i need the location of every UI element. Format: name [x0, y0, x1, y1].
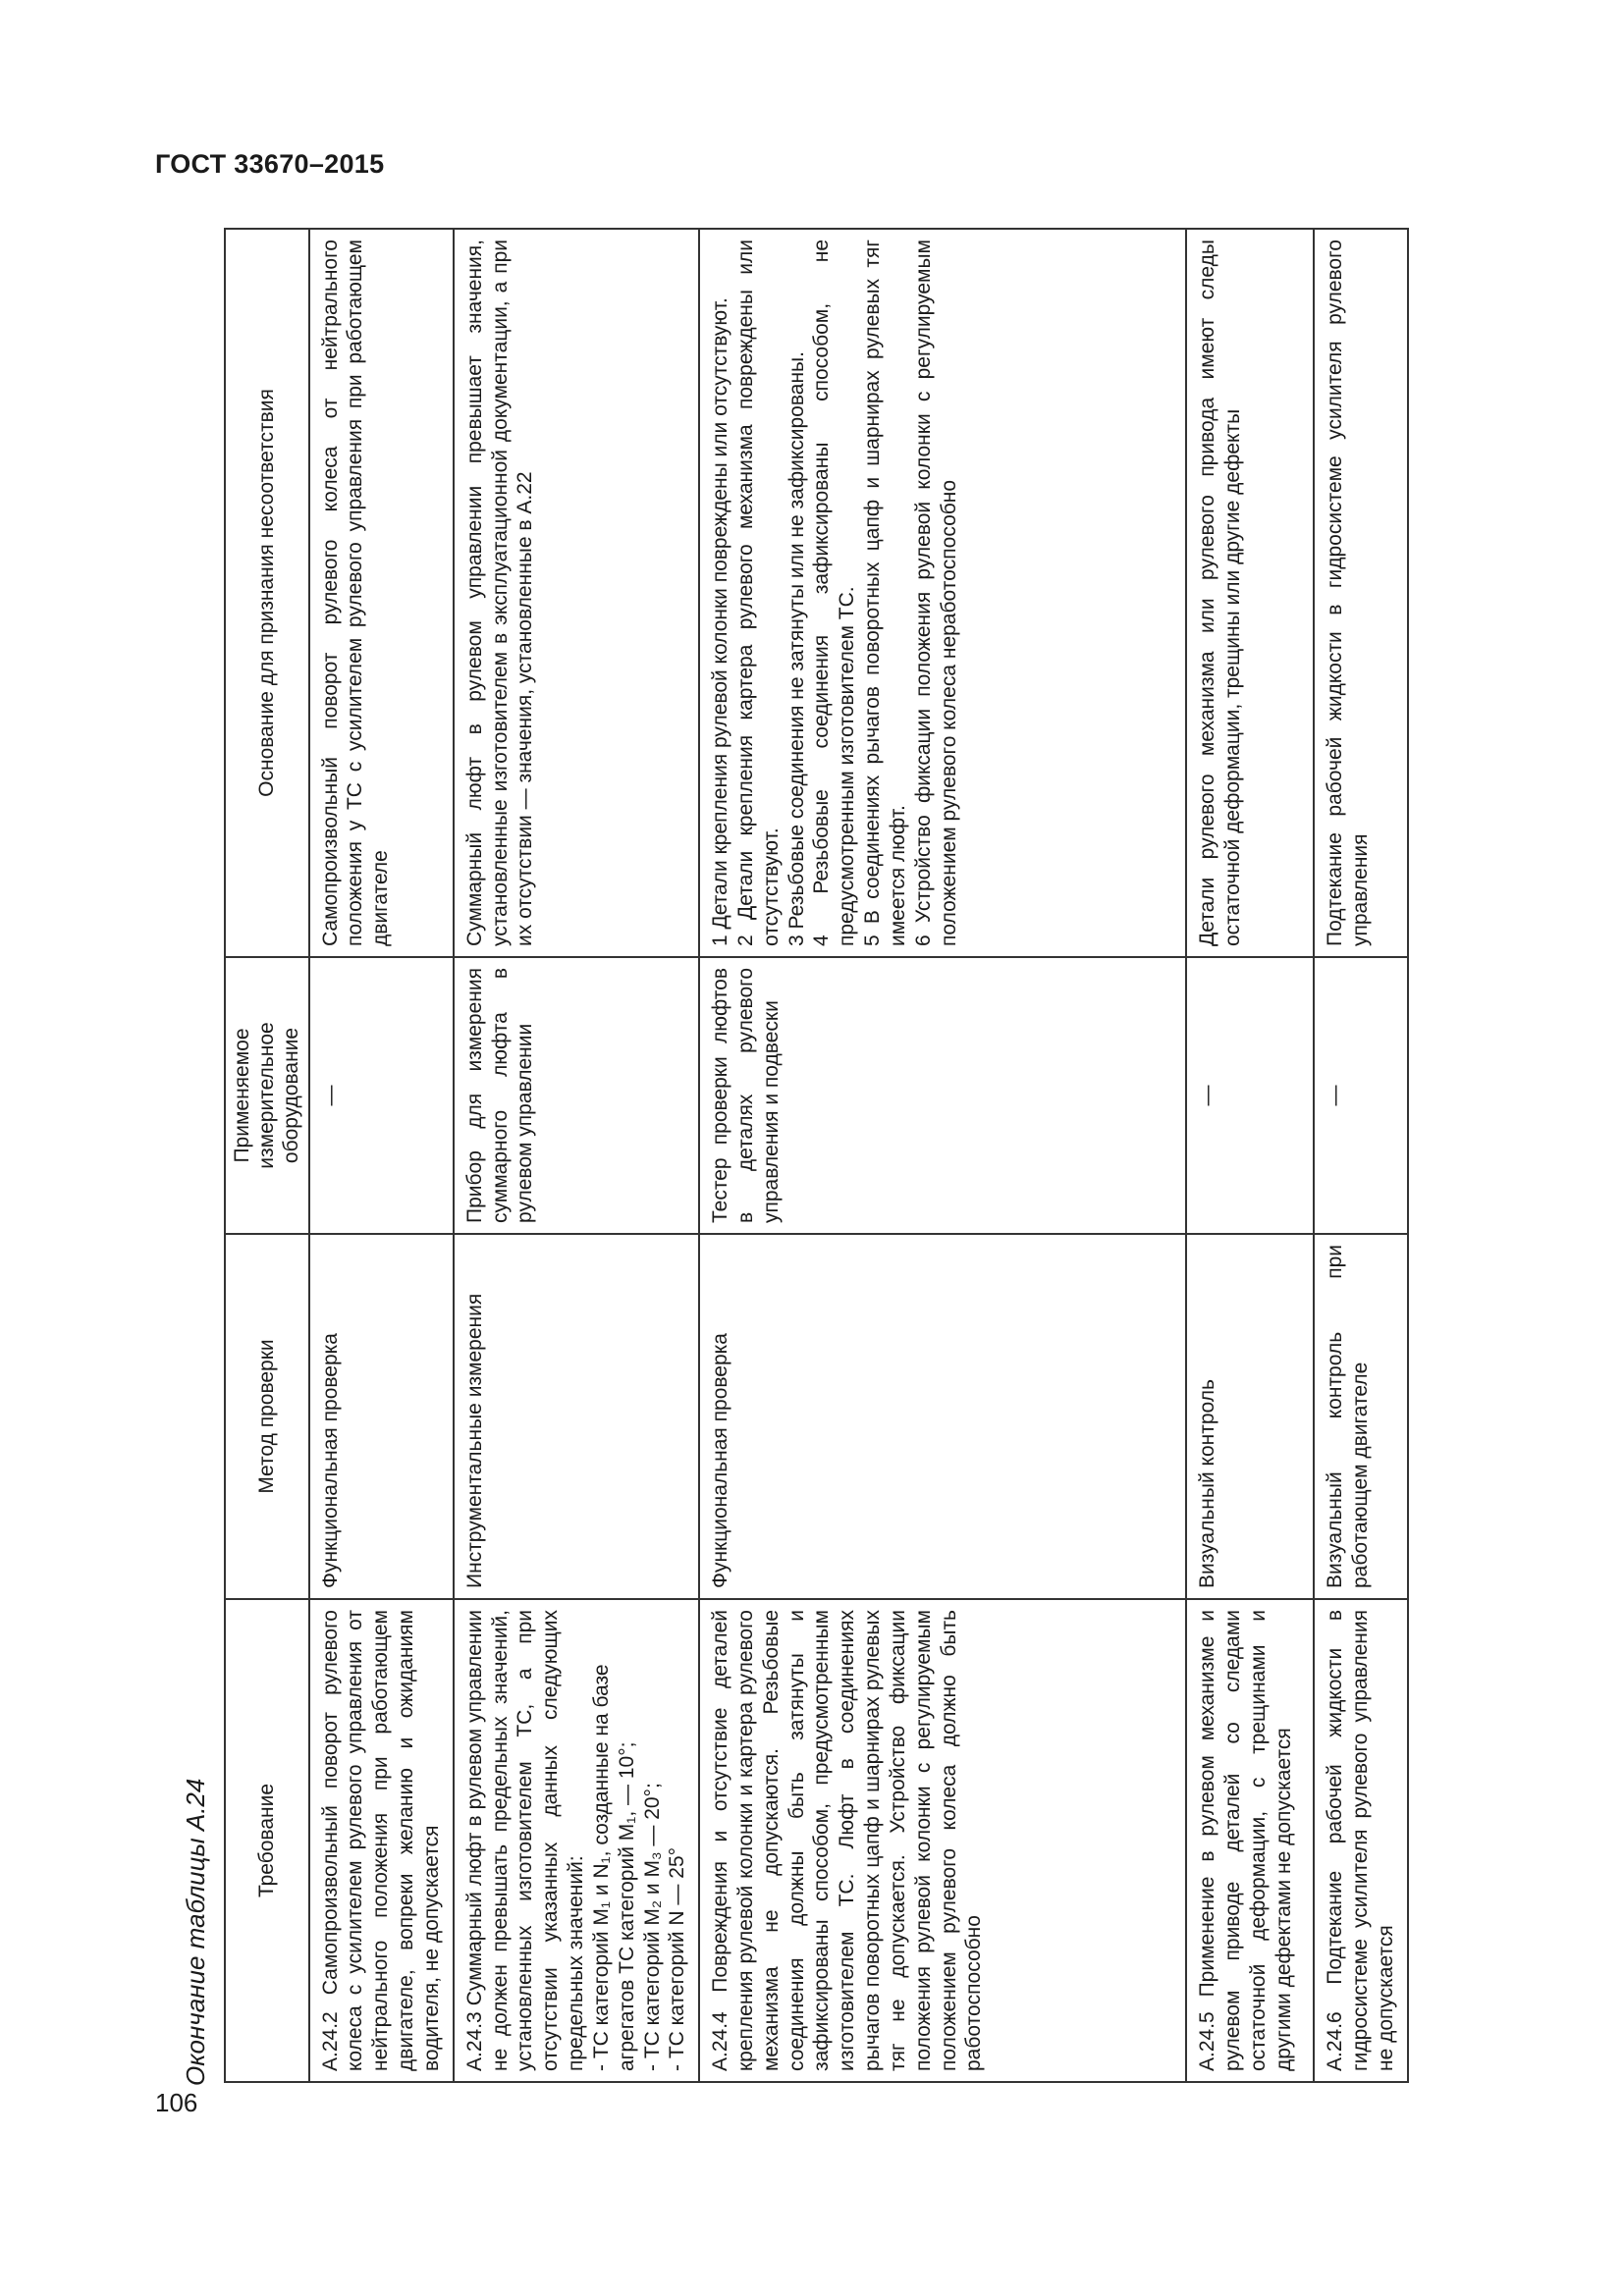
table-row — [699, 229, 1186, 2082]
basis-cell: Суммарный люфт в рулевом управлении превышает значения, установленные изготовителем в эксплуатационной документации, а при их отсутствии — значения, установленные в А.22 — [454, 229, 699, 957]
method-cell: Визуальный контроль при работающем двигателе — [1314, 1234, 1407, 1599]
requirement-item: - ТС категорий M₁ и N₁, созданные на базе агрегатов ТС категорий M₁, — 10°; — [589, 1664, 638, 2071]
table-row — [1314, 229, 1407, 2082]
equipment-cell: — — [309, 957, 454, 1234]
column-header-requirement: Требование — [225, 1599, 309, 2082]
basis-item: 4 Резьбовые соединения зафиксированы способом, не предусмотренным изготовителем ТС. — [810, 240, 859, 946]
column-header-method: Метод проверки — [225, 1234, 309, 1599]
page-number: 106 — [155, 2088, 198, 2117]
column-header-basis: Основание для признания несоответствия — [225, 229, 309, 957]
equipment-cell: Тестер проверки люфтов в деталях рулевого управления и подвески — [699, 957, 1186, 1234]
method-cell: Функциональная проверка — [699, 1234, 1186, 1599]
basis-item: 2 Детали крепления картера рулевого механизма повреждены или отсутствуют. — [733, 240, 783, 946]
method-cell: Функциональная проверка — [309, 1234, 454, 1599]
basis-cell: Подтекание рабочей жидкости в гидросистеме усилителя рулевого управления — [1314, 229, 1407, 957]
equipment-cell: Прибор для измерения суммарного люфта в рулевом управлении — [454, 957, 699, 1234]
basis-item: 6 Устройство фиксации положения рулевой колонки с регулируемым положением рулевого колеса неработоспособно — [911, 240, 960, 946]
equipment-cell: — — [1186, 957, 1314, 1234]
table-row — [1186, 229, 1314, 2082]
basis-cell: Детали рулевого механизма или рулевого привода имеют следы остаточной деформации, трещины или другие дефекты — [1186, 229, 1314, 957]
requirement-cell: А.24.5 Применение в рулевом механизме и рулевом приводе деталей со следами остаточной деформации, с трещинами и другими дефектами не допускается — [1186, 1599, 1314, 2082]
table-row — [454, 229, 699, 2082]
basis-item: 3 Резьбовые соединения не затянуты или не зафиксированы. — [784, 351, 808, 946]
basis-cell: Самопроизвольный поворот рулевого колеса от нейтрального положения у ТС с усилителем рулевого управления при работающем двигателе — [309, 229, 454, 957]
requirements-table — [224, 228, 1409, 2083]
basis-cell — [699, 229, 1186, 957]
requirement-cell — [454, 1599, 699, 2082]
requirement-cell: А.24.4 Повреждения и отсутствие деталей крепления рулевой колонки и картера рулевого механизма не допускаются. Резьбовые соединения должны быть затянуты и зафиксированы способом, предусмотренным изготовителем ТС. Люфт в соединениях рычагов поворотных цапф и шарнирах рулевых тяг не допускается. Устройство фиксации положения рулевой колонки с регулируемым положением рулевого колеса должно быть работоспособно — [699, 1599, 1186, 2082]
document-id: ГОСТ 33670–2015 — [155, 149, 385, 179]
requirement-item: - ТС категорий M₂ и M₃ — 20°; — [640, 1783, 664, 2071]
requirement-cell: А.24.6 Подтекание рабочей жидкости в гидросистеме усилителя рулевого управления не допускается — [1314, 1599, 1407, 2082]
column-header-equipment: Применяемое измерительное оборудование — [225, 957, 309, 1234]
method-cell: Визуальный контроль — [1186, 1234, 1314, 1599]
rotated-table-wrapper — [224, 230, 1397, 2083]
table-caption: Окончание таблицы А.24 — [181, 1778, 210, 2086]
method-cell: Инструментальные измерения — [454, 1234, 699, 1599]
table-header-row — [225, 229, 309, 2082]
basis-item: 1 Детали крепления рулевой колонки повреждены или отсутствуют. — [709, 297, 732, 946]
equipment-cell: — — [1314, 957, 1407, 1234]
requirement-item: - ТС категорий N — 25° — [666, 1846, 689, 2071]
requirement-cell: А.24.2 Самопроизвольный поворот рулевого колеса с усилителем рулевого управления от нейтрального положения при работающем двигателе, вопреки желанию и ожиданиям водителя, не допускается — [309, 1599, 454, 2082]
requirement-intro: А.24.3 Суммарный люфт в рулевом управлении не должен превышать предельных значений, установленных изготовителем ТС, а при отсутствии указанных данных следующих предельных значений: — [462, 1610, 588, 2071]
table-row — [309, 229, 454, 2082]
basis-item: 5 В соединениях рычагов поворотных цапф и шарнирах рулевых тяг имеется люфт. — [861, 240, 909, 946]
